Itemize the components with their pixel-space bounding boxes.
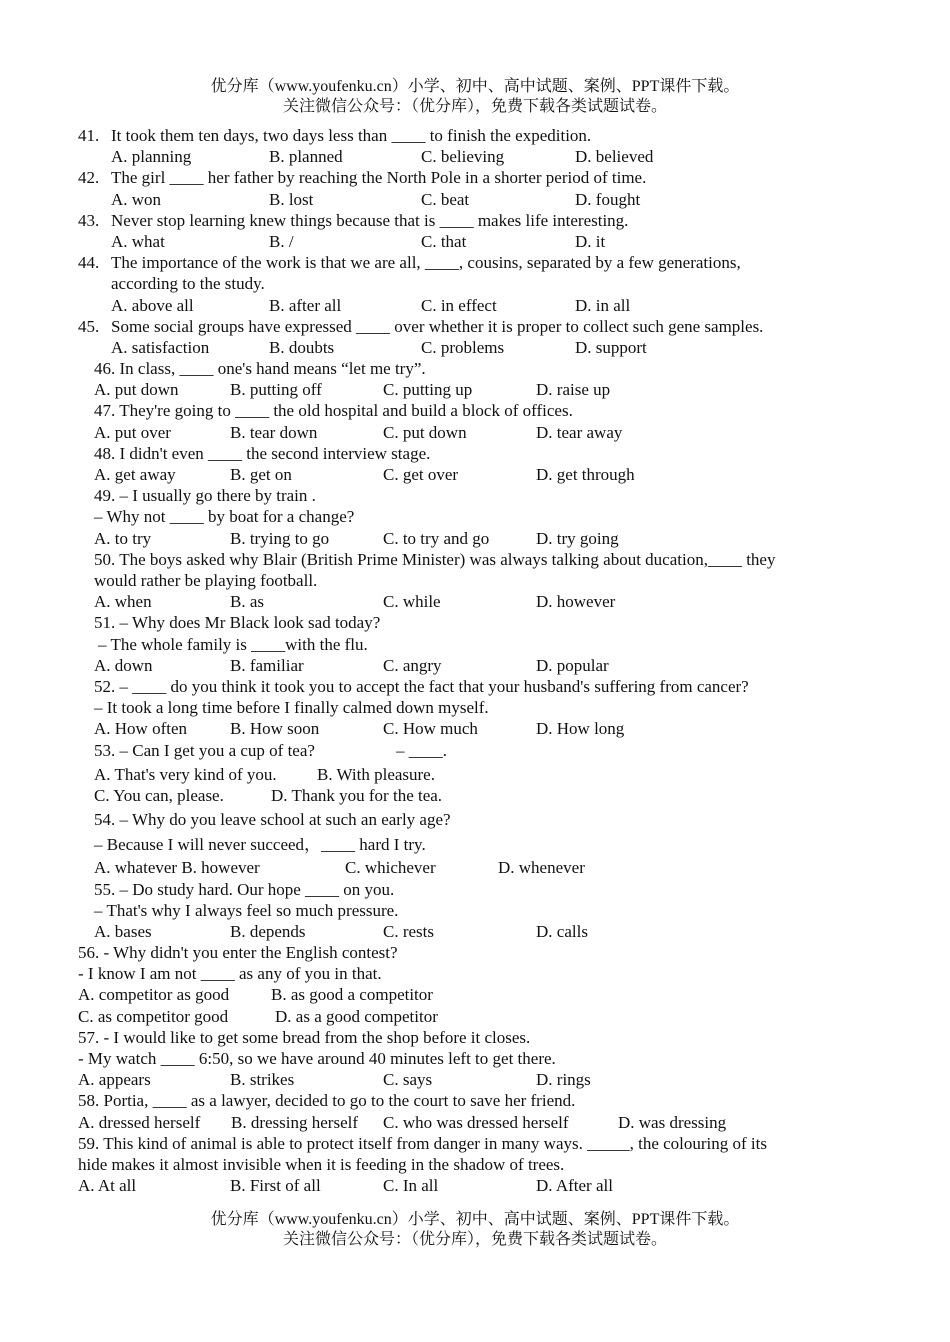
question-53-stem: 53. – Can I get you a cup of tea? – ____. bbox=[94, 741, 447, 761]
option-a: A. when bbox=[94, 592, 152, 612]
question-53-options-cd bbox=[78, 785, 878, 806]
option-b: B. doubts bbox=[269, 337, 335, 357]
question-42-options bbox=[78, 189, 878, 210]
question-47-stem: 47. They're going to ____ the old hospital and build a block of offices. bbox=[94, 401, 573, 421]
question-59-stem-cont: hide makes it almost invisible when it is feeding in the shadow of trees. bbox=[78, 1154, 565, 1174]
question-59-options bbox=[78, 1175, 878, 1196]
option-a: A. bases bbox=[94, 921, 152, 941]
question-55-options bbox=[78, 921, 878, 942]
header-line-1: 优分库（www.youfenku.cn）小学、初中、高中试题、案例、PPT课件下载。 bbox=[210, 78, 740, 95]
question-56-options-cd bbox=[78, 1006, 878, 1027]
option-b: B. trying to go bbox=[230, 528, 330, 548]
question-50-stem-cont: would rather be playing football. bbox=[94, 570, 318, 590]
option-d: D. Thank you for the tea. bbox=[271, 786, 443, 806]
option-b: B. after all bbox=[269, 295, 342, 315]
option-a: A. At all bbox=[78, 1176, 137, 1196]
option-d: D. in all bbox=[575, 295, 631, 315]
question-48-options bbox=[78, 464, 878, 485]
option-d: D. rings bbox=[536, 1070, 591, 1090]
question-41-stem: 41. It took them ten days, two days less than ____ to finish the expedition. bbox=[78, 126, 592, 145]
option-b: B. tear down bbox=[230, 422, 318, 442]
question-44-stem-cont: according to the study. bbox=[111, 274, 265, 294]
option-a: A. That's very kind of you. bbox=[94, 764, 277, 784]
option-d: D. support bbox=[575, 337, 647, 357]
option-a: A. competitor as good bbox=[78, 985, 230, 1005]
question-54-reply: – Because I will never succeed，____ hard I try. bbox=[94, 834, 426, 854]
option-c: C. beat bbox=[421, 189, 470, 209]
option-ab: A. whatever B. however bbox=[94, 858, 260, 878]
option-c: C. angry bbox=[383, 655, 442, 675]
option-c: C. who was dressed herself bbox=[383, 1112, 569, 1132]
question-44-stem: 44. The importance of the work is that we are all, ____, cousins, separated by a few generations, bbox=[78, 253, 741, 273]
question-47-options bbox=[78, 422, 878, 443]
option-c: C. put down bbox=[383, 422, 467, 442]
option-b: B. depends bbox=[230, 921, 306, 941]
question-46-stem: 46. In class, ____ one's hand means “let me try”. bbox=[94, 359, 426, 379]
question-56-reply: - I know I am not ____ as any of you in that. bbox=[78, 964, 382, 984]
option-b: B. First of all bbox=[230, 1176, 321, 1196]
option-b: B. dressing herself bbox=[231, 1112, 359, 1132]
question-42-stem: 42. The girl ____ her father by reaching the North Pole in a shorter period of time. bbox=[78, 168, 647, 188]
question-52-options bbox=[78, 718, 878, 739]
question-54-stem: 54. – Why do you leave school at such an early age? bbox=[94, 810, 451, 830]
question-49-stem: 49. – I usually go there by train . bbox=[94, 486, 316, 506]
option-d: D. tear away bbox=[536, 422, 623, 442]
option-b: B. With pleasure. bbox=[317, 764, 435, 784]
option-a: A. to try bbox=[94, 528, 152, 548]
option-d: D. raise up bbox=[536, 380, 611, 400]
option-d: D. calls bbox=[536, 921, 588, 941]
option-c: C. whichever bbox=[345, 858, 436, 878]
option-a: A. appears bbox=[78, 1070, 151, 1090]
question-52-stem: 52. – ____ do you think it took you to accept the fact that your husband's suffering from cancer? bbox=[94, 676, 749, 696]
option-a: A. put down bbox=[94, 380, 179, 400]
option-b: B. as good a competitor bbox=[271, 985, 433, 1005]
option-b: B. How soon bbox=[230, 719, 320, 739]
question-43-stem: 43. Never stop learning knew things because that is ____ makes life interesting. bbox=[78, 210, 629, 230]
question-55-stem: 55. – Do study hard. Our hope ____ on you. bbox=[94, 879, 395, 899]
question-55-reply: – That's why I always feel so much pressure. bbox=[94, 900, 399, 920]
question-45-stem: 45. Some social groups have expressed ____ over whether it is proper to collect such gene samples. bbox=[78, 316, 764, 336]
question-41-options bbox=[78, 146, 878, 167]
question-43-options bbox=[78, 231, 878, 252]
question-52-reply: – It took a long time before I finally calmed down myself. bbox=[94, 698, 489, 718]
option-a: A. dressed herself bbox=[78, 1112, 201, 1132]
question-45-options bbox=[78, 337, 878, 358]
question-57-stem: 57. - I would like to get some bread from the shop before it closes. bbox=[78, 1027, 531, 1047]
option-b: B. strikes bbox=[230, 1070, 295, 1090]
option-d: D. however bbox=[536, 592, 616, 612]
option-d: D. popular bbox=[536, 655, 609, 675]
option-c: C. to try and go bbox=[383, 528, 490, 548]
option-d: D. believed bbox=[575, 147, 654, 167]
question-57-options bbox=[78, 1069, 878, 1090]
option-d: D. get through bbox=[536, 465, 635, 484]
question-50-options bbox=[78, 591, 878, 612]
option-b: B. putting off bbox=[230, 380, 322, 400]
question-46-options bbox=[78, 379, 878, 400]
option-d: D. How long bbox=[536, 719, 625, 739]
option-d: D. was dressing bbox=[618, 1112, 727, 1132]
option-a: A. won bbox=[111, 189, 162, 209]
option-c: C. rests bbox=[383, 921, 434, 941]
option-d: D. try going bbox=[536, 528, 619, 548]
option-c: C. problems bbox=[421, 337, 505, 357]
option-c: C. You can, please. bbox=[94, 786, 224, 806]
option-a: A. get away bbox=[94, 465, 176, 484]
option-a: A. How often bbox=[94, 719, 188, 739]
footer-line-2: 关注微信公众号：（优分库），免费下载各类试题试卷。 bbox=[282, 1231, 667, 1248]
question-56-stem: 56. - Why didn't you enter the English contest? bbox=[78, 943, 398, 963]
question-51-stem: 51. – Why does Mr Black look sad today? bbox=[94, 613, 381, 633]
option-c: C. How much bbox=[383, 719, 478, 739]
question-50-stem: 50. The boys asked why Blair (British Prime Minister) was always talking about ducation,____ they bbox=[94, 549, 776, 569]
question-54-options bbox=[78, 857, 878, 878]
option-a: A. above all bbox=[111, 295, 194, 315]
option-c: C. believing bbox=[421, 147, 505, 167]
question-53-options-ab bbox=[78, 764, 878, 785]
question-51-reply: – The whole family is ____with the flu. bbox=[98, 634, 368, 654]
option-a: A. down bbox=[94, 655, 153, 675]
option-c: C. putting up bbox=[383, 380, 473, 400]
question-49-reply: – Why not ____ by boat for a change? bbox=[94, 507, 355, 527]
question-59-stem: 59. This kind of animal is able to protect itself from danger in many ways. _____, the colouring of its bbox=[78, 1133, 767, 1153]
option-b: B. familiar bbox=[230, 655, 304, 675]
option-b: B. lost bbox=[269, 189, 314, 209]
question-57-reply: - My watch ____ 6:50, so we have around 40 minutes left to get there. bbox=[78, 1049, 556, 1068]
option-c: C. In all bbox=[383, 1176, 439, 1196]
option-c: C. get over bbox=[383, 465, 459, 484]
option-d: D. whenever bbox=[498, 858, 585, 878]
question-list bbox=[78, 125, 878, 1196]
option-d: D. After all bbox=[536, 1176, 613, 1196]
header-line-2: 关注微信公众号：（优分库），免费下载各类试题试卷。 bbox=[282, 98, 667, 115]
question-58-options bbox=[78, 1112, 878, 1133]
option-b: B. / bbox=[269, 231, 294, 251]
option-c: C. says bbox=[383, 1070, 433, 1090]
question-48-stem: 48. I didn't even ____ the second interview stage. bbox=[94, 443, 431, 463]
option-a: A. put over bbox=[94, 422, 171, 442]
option-b: B. get on bbox=[230, 465, 292, 484]
option-c: C. as competitor good bbox=[78, 1006, 229, 1026]
page-footer bbox=[0, 1210, 950, 1250]
question-49-options bbox=[78, 528, 878, 549]
question-51-options bbox=[78, 655, 878, 676]
option-a: A. planning bbox=[111, 147, 192, 167]
option-c: C. in effect bbox=[421, 295, 497, 315]
option-d: D. fought bbox=[575, 189, 641, 209]
option-c: C. while bbox=[383, 592, 441, 612]
page-header bbox=[0, 77, 950, 117]
option-a: A. satisfaction bbox=[111, 337, 210, 357]
option-c: C. that bbox=[421, 231, 467, 251]
option-b: B. as bbox=[230, 592, 264, 612]
question-58-stem: 58. Portia, ____ as a lawyer, decided to go to the court to save her friend. bbox=[78, 1091, 576, 1111]
question-44-options bbox=[78, 295, 878, 316]
option-a: A. what bbox=[111, 231, 165, 251]
option-d: D. as a good competitor bbox=[275, 1006, 438, 1026]
question-56-options-ab bbox=[78, 984, 878, 1005]
option-d: D. it bbox=[575, 231, 606, 251]
option-b: B. planned bbox=[269, 147, 343, 167]
footer-line-1: 优分库（www.youfenku.cn）小学、初中、高中试题、案例、PPT课件下载。 bbox=[210, 1211, 740, 1228]
